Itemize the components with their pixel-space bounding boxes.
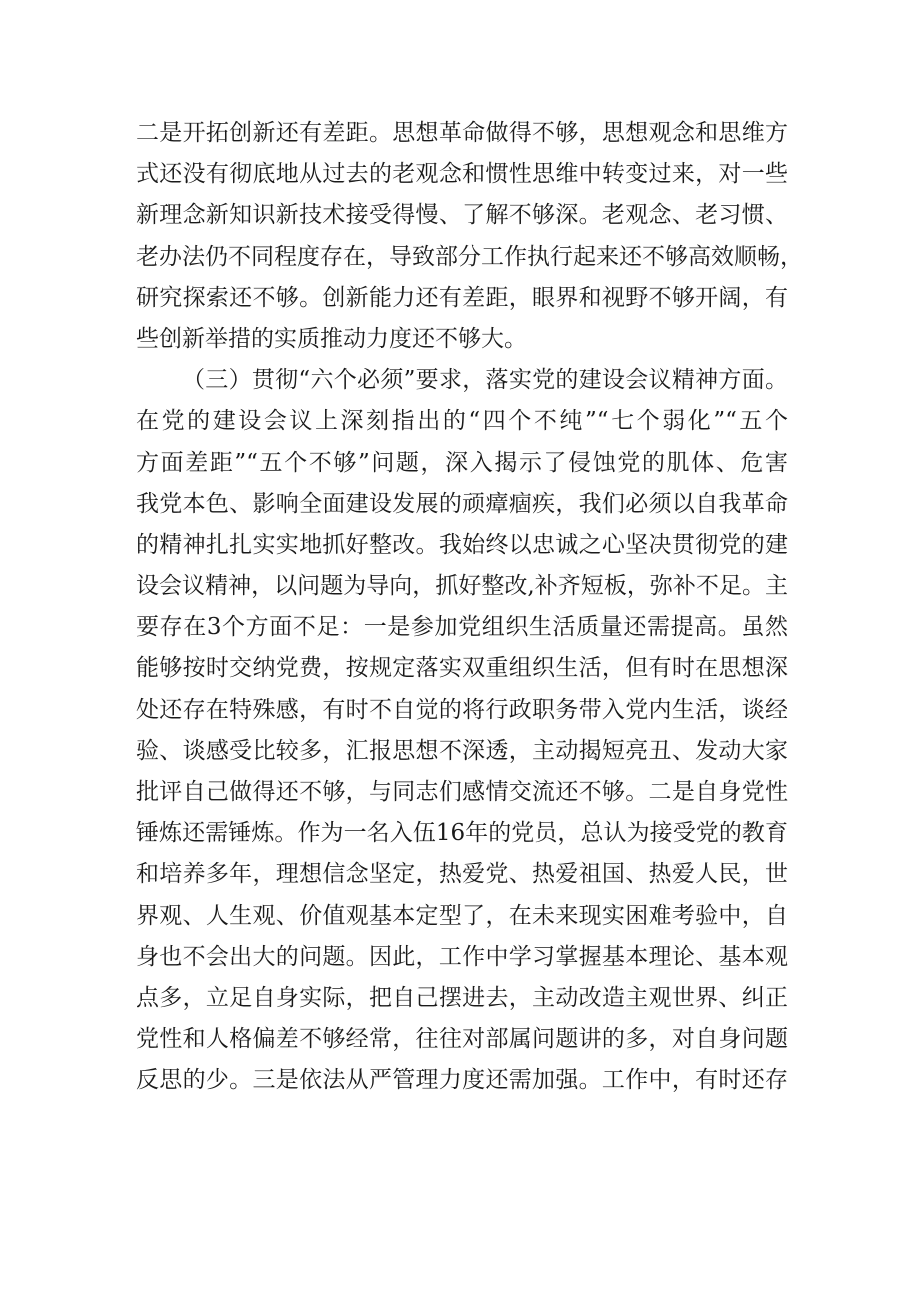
text-line: 点多，立足自身实际，把自己摆进去，主动改造主观世界、纠正 (136, 984, 788, 1011)
text-line: 批评自己做得还不够，与同志们感情交流还不够。二是自身党性 (136, 779, 788, 805)
text-line: 些创新举措的实质推动力度还不够大。 (136, 325, 527, 352)
text-line: 验、谈感受比较多，汇报思想不深透，主动揭短亮丑、发动大家 (136, 737, 788, 764)
text-line: 二是开拓创新还有差距。思想革命做得不够，思想观念和思维方 (136, 120, 788, 146)
document-body (136, 113, 803, 1102)
text-line: 方面差距”“五个不够”问题，深入揭示了侵蚀党的肌体、危害 (136, 449, 788, 476)
text-line: 研究探索还不够。创新能力还有差距，眼界和视野不够开阔，有 (136, 284, 788, 311)
text-line: 要存在3个方面不足：一是参加党组织生活质量还需提高。虽然 (136, 614, 788, 641)
text-line: 锤炼还需锤炼。作为一名入伍16年的党员，总认为接受党的教育 (136, 820, 788, 847)
text-line: 新理念新知识新技术接受得慢、了解不够深。老观念、老习惯、 (136, 202, 788, 229)
text-line: 党性和人格偏差不够经常，往往对部属问题讲的多，对自身问题 (136, 1026, 788, 1053)
text-line: 老办法仍不同程度存在，导致部分工作执行起来还不够高效顺畅， (136, 243, 803, 270)
text-line: 设会议精神，以问题为导向，抓好整改,补齐短板，弥补不足。主 (136, 573, 788, 600)
text-line: 身也不会出大的问题。因此，工作中学习掌握基本理论、基本观 (136, 943, 788, 970)
section-heading-line: （三）贯彻“六个必须”要求，落实党的建设会议精神方面。 (182, 367, 788, 394)
text-line: 在党的建设会议上深刻指出的“四个不纯”“七个弱化”“五个 (136, 408, 788, 435)
text-line: 处还存在特殊感，有时不自觉的将行政职务带入党内生活，谈经 (136, 696, 788, 723)
text-line: 反思的少。三是依法从严管理力度还需加强。工作中，有时还存 (136, 1067, 788, 1094)
text-line: 我党本色、影响全面建设发展的顽瘴痼疾，我们必须以自我革命 (136, 490, 788, 517)
text-line: 的精神扎扎实实地抓好整改。我始终以忠诚之心坚决贯彻党的建 (136, 531, 788, 558)
text-line: 能够按时交纳党费，按规定落实双重组织生活，但有时在思想深 (136, 655, 788, 682)
text-line: 和培养多年，理想信念坚定，热爱党、热爱祖国、热爱人民，世 (136, 861, 788, 888)
text-line: 界观、人生观、价值观基本定型了，在未来现实困难考验中，自 (136, 902, 788, 929)
text-line: 式还没有彻底地从过去的老观念和惯性思维中转变过来，对一些 (136, 161, 788, 188)
